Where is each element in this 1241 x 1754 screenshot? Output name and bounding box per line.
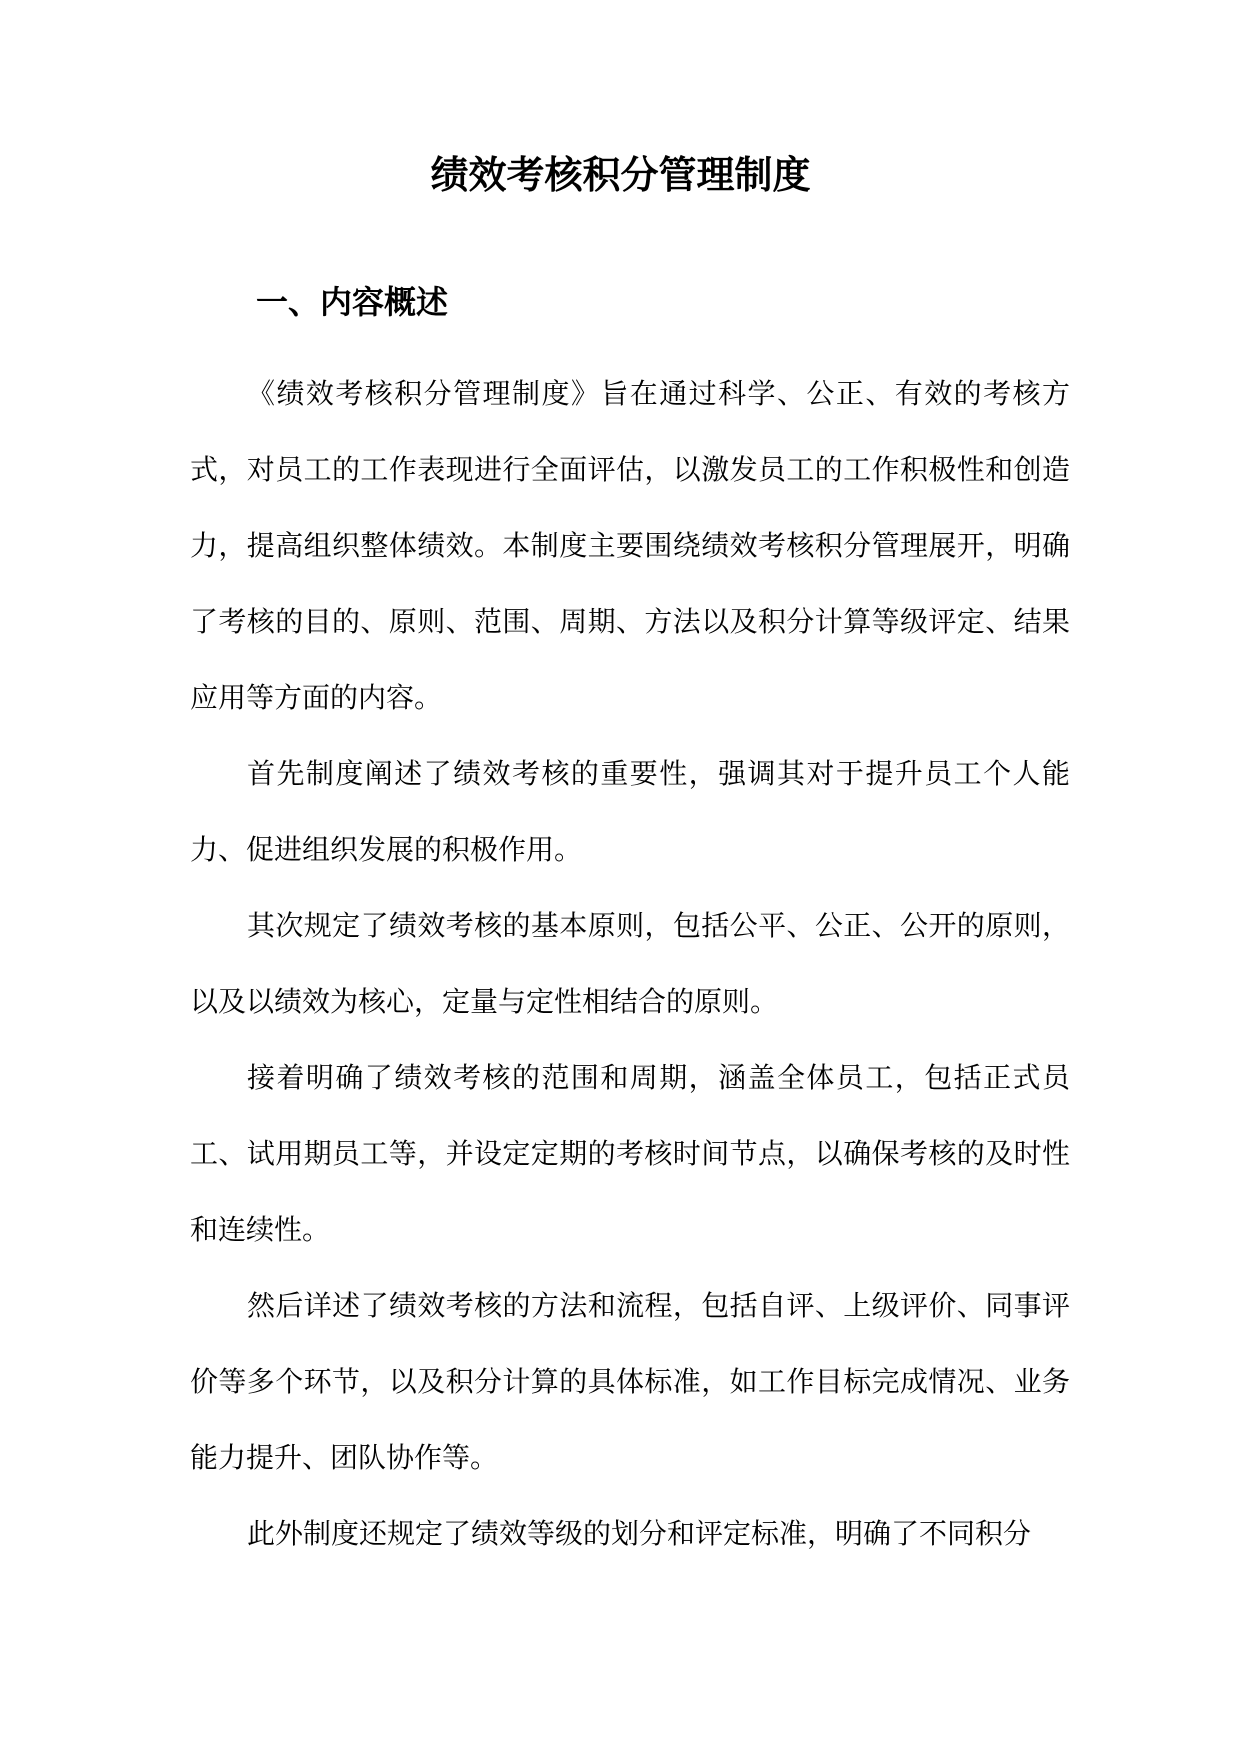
paragraph-principles: 其次规定了绩效考核的基本原则，包括公平、公正、公开的原则，以及以绩效为核心，定量与定性相结合的原则。 xyxy=(190,909,1070,1018)
paragraph-importance: 首先制度阐述了绩效考核的重要性，强调其对于提升员工个人能力、促进组织发展的积极作用。 xyxy=(190,757,1070,866)
section-body xyxy=(190,356,1070,1572)
document-title: 绩效考核积分管理制度 xyxy=(430,152,811,197)
paragraph-scope-cycle: 接着明确了绩效考核的范围和周期，涵盖全体员工，包括正式员工、试用期员工等，并设定定期的考核时间节点，以确保考核的及时性和连续性。 xyxy=(190,1061,1070,1246)
paragraph-methods: 然后详述了绩效考核的方法和流程，包括自评、上级评价、同事评价等多个环节，以及积分计算的具体标准，如工作目标完成情况、业务能力提升、团队协作等。 xyxy=(190,1289,1070,1474)
paragraph-intro: 《绩效考核积分管理制度》旨在通过科学、公正、有效的考核方式，对员工的工作表现进行全面评估，以激发员工的工作积极性和创造力，提高组织整体绩效。本制度主要围绕绩效考核积分管理展开，明确了考核的目的、原则、范围、周期、方法以及积分计算等级评定、结果应用等方面的内容。 xyxy=(190,377,1070,714)
paragraph-grading: 此外制度还规定了绩效等级的划分和评定标准，明确了不同积分 xyxy=(247,1517,1032,1550)
section-heading-overview: 一、内容概述 xyxy=(256,283,449,321)
